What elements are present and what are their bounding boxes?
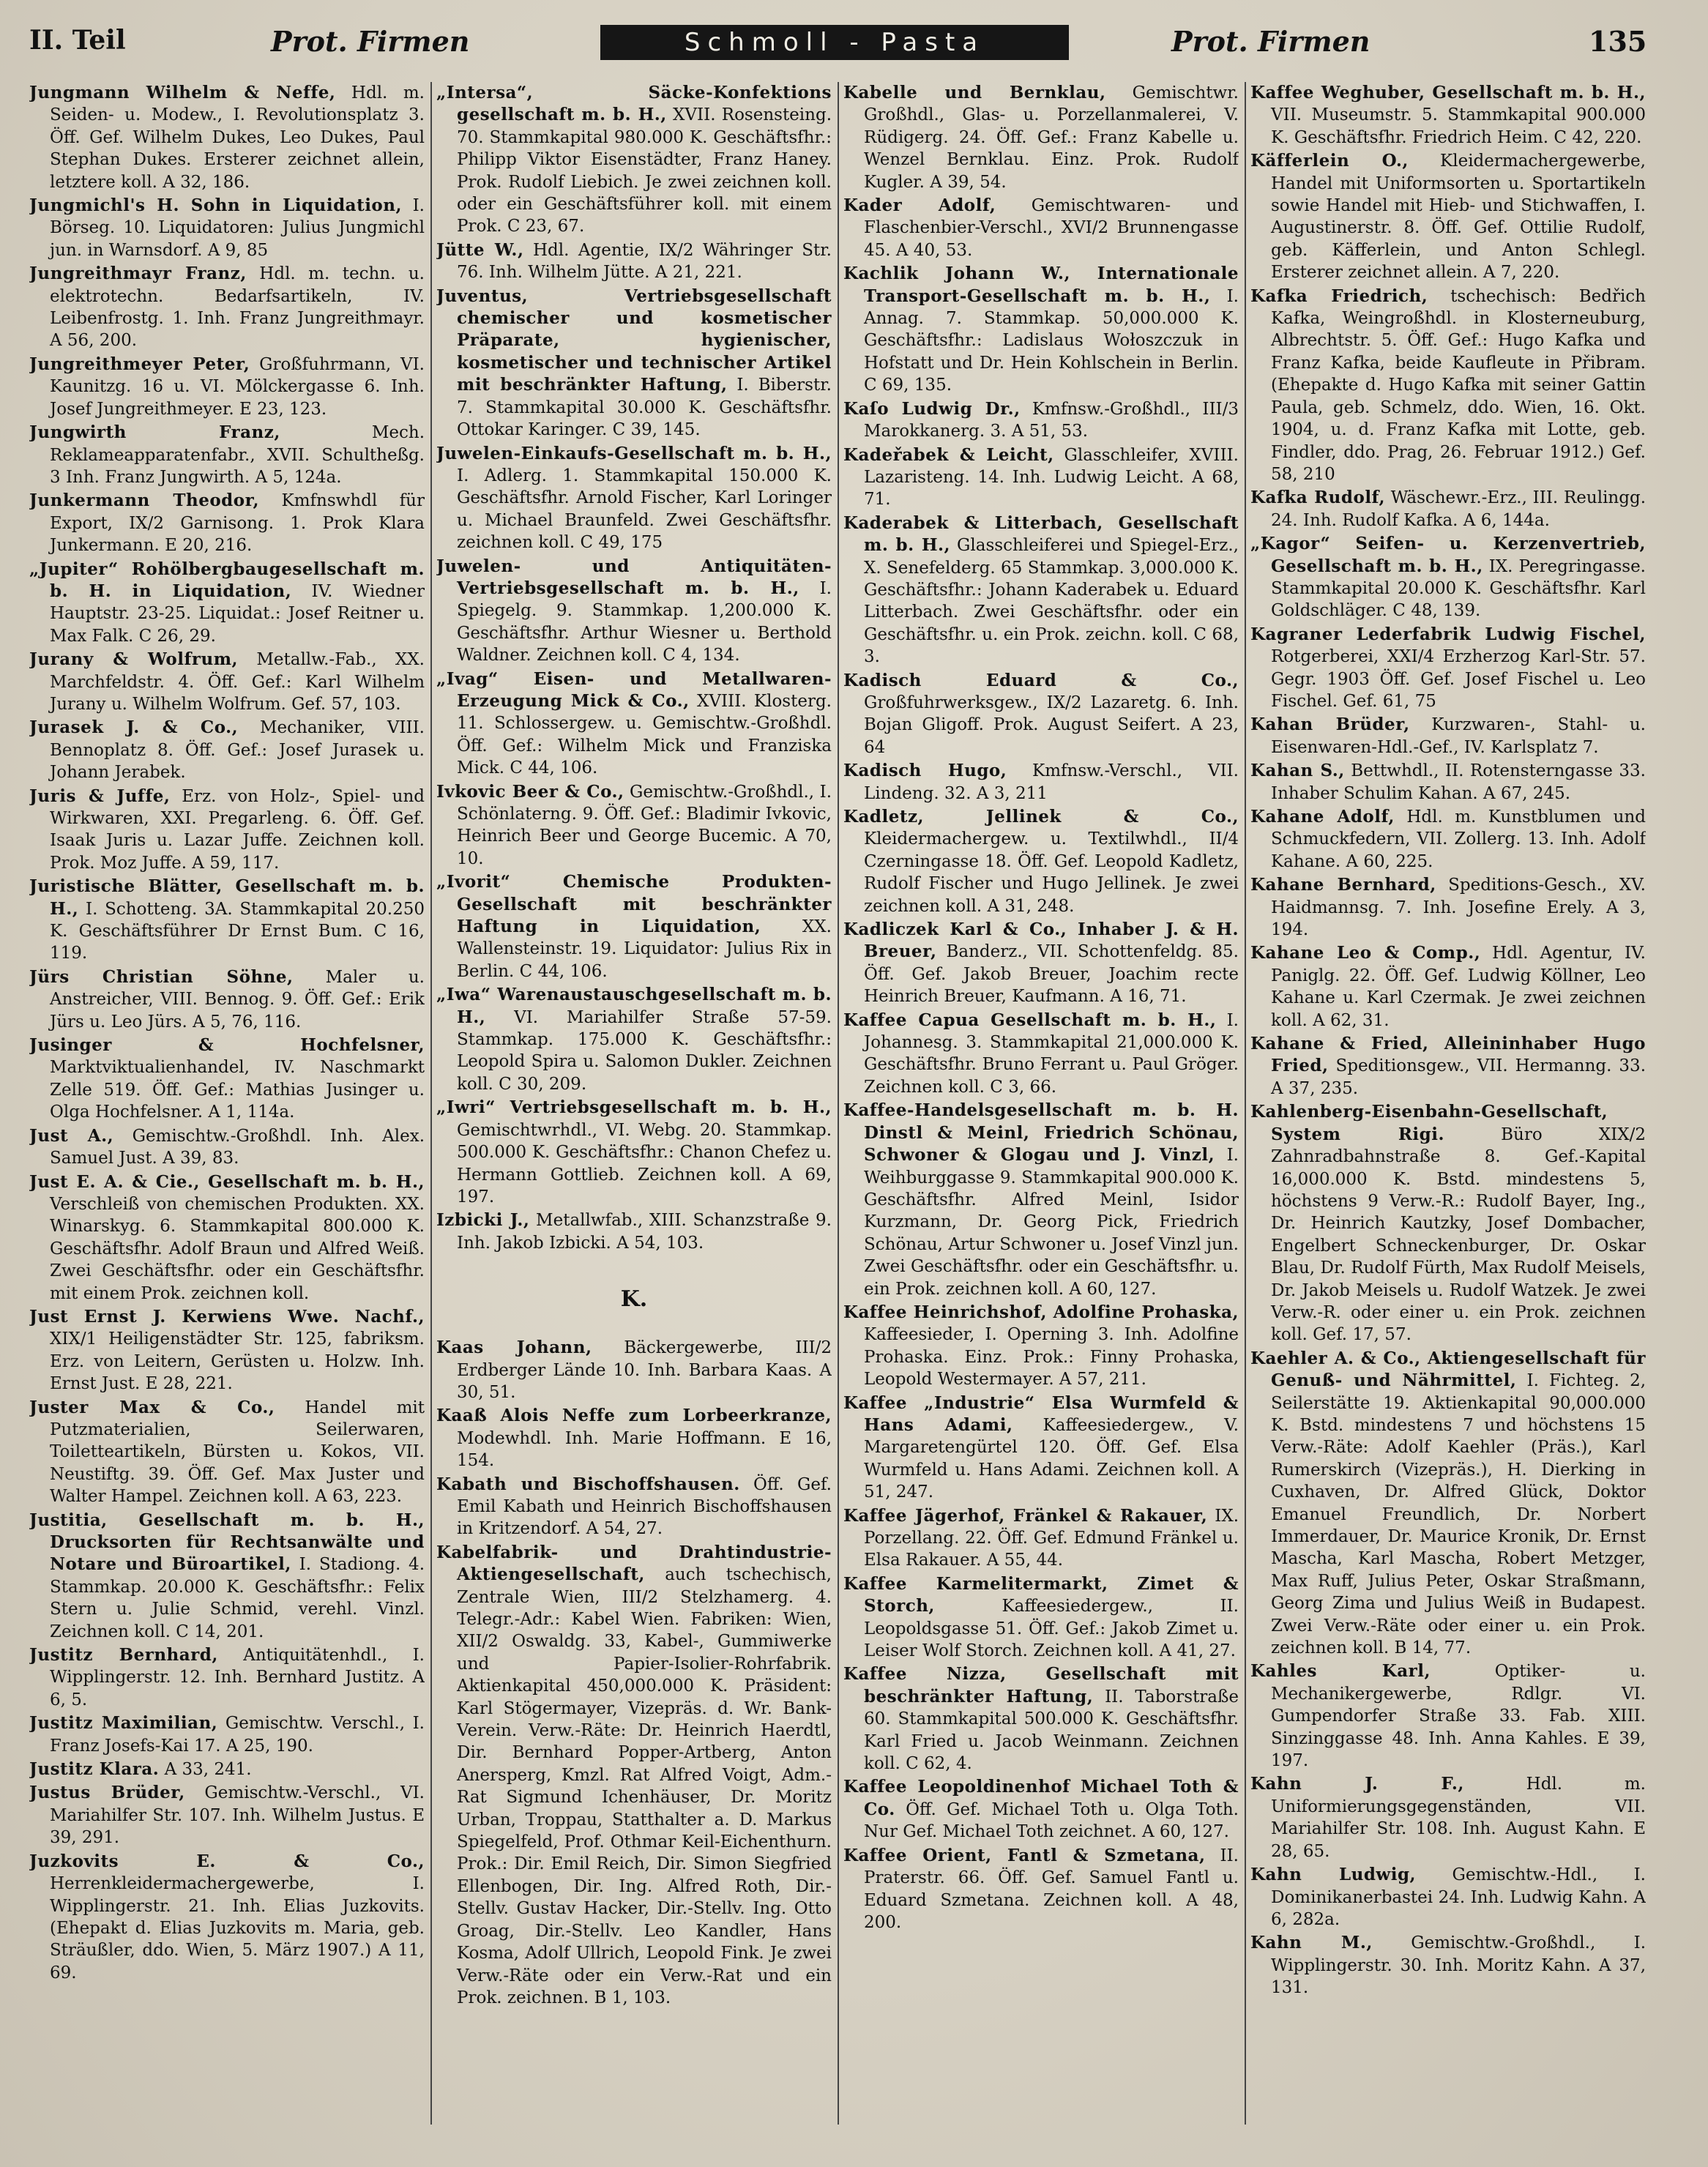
firm-name: Just Ernst J. Kerwiens Wwe. Nachf., xyxy=(29,1306,425,1327)
directory-entry xyxy=(843,1845,1239,1934)
firm-name: Justus Brüder, xyxy=(29,1783,185,1803)
firm-details: I. Weihburggasse 9. Stammkapital 900.000 K. Geschäftsfhr. Alfred Meinl, Isidor Kurzmann, Dr. Georg Pick, Friedrich Schönau, Artur Schwoner u. Josef Vinzl jun. Zwei Geschäftsfhr. oder ein Geschäftsfhr. u. ein Prok. zeichnen koll. A 60, 127. xyxy=(864,1146,1239,1299)
firm-name: „Ivag“ Eisen- und Metallwaren-Erzeugung Mick & Co., xyxy=(436,668,832,711)
firm-name: Kaffee Heinrichshof, Adolfine Prohaska, xyxy=(843,1302,1239,1322)
firm-details: Bettwhdl., II. Rotensterngasse 33. Inhaber Schulim Kahan. A 67, 245. xyxy=(1271,761,1646,803)
firm-name: „Iwri“ Vertriebsgesellschaft m. b. H., xyxy=(436,1097,832,1118)
firm-name: Kahn J. F., xyxy=(1250,1774,1464,1794)
directory-entry xyxy=(843,444,1239,511)
firm-details: Optiker- u. Mechanikergewerbe, Rdlgr. VI. Gumpendorfer Straße 33. Fab. XIII. Sinzinggasse 48. Inh. Anna Kahles. E 39, 197. xyxy=(1271,1662,1646,1771)
firm-name: Kaffee Jägerhof, Fränkel & Rakauer, xyxy=(843,1505,1208,1526)
firm-details: XVII. Rosensteing. 70. Stammkapital 980.000 K. Geschäftsfhr.: Philipp Viktor Eisenstädter, Franz Haney. Prok. Rudolf Liebich. Je zwei zeichnen koll. oder ein Geschäftsführer koll. mit einem Prok. C 23, 67. xyxy=(457,105,832,236)
firm-name: Juventus, Vertriebsgesellschaft chemischer und kosmetischer Präparate, hygienischer, kosmetischer und technischer Artikel mit beschränkter Haftung, xyxy=(436,286,832,395)
directory-entry xyxy=(843,1776,1239,1843)
firm-details: I. Johannesg. 3. Stammkapital 21,000.000 K. Geschäftsfhr. Bruno Ferrant u. Paul Gröger. Zeichnen koll. C 3, 66. xyxy=(864,1010,1239,1097)
directory-entry xyxy=(29,195,425,261)
directory-entry xyxy=(436,781,832,870)
directory-entry xyxy=(29,1125,425,1170)
firm-details: Kleidermachergewerbe, Handel mit Uniformsorten u. Sportartikeln sowie Handel mit Hieb- und Stichwaffen, I. Augustinerstr. 8. Öff. Gef. Ottilie Rudolf, geb. Käfferlein, und Anton Schlegl. Ersterer zeichnet allein. A 7, 220. xyxy=(1271,152,1646,283)
column-2 xyxy=(436,82,832,2132)
firm-name: Just E. A. & Cie., Gesellschaft m. b. H., xyxy=(29,1171,425,1192)
firm-name: Jütte W., xyxy=(436,239,524,260)
firm-details: I. Börseg. 10. Liquidatoren: Julius Jungmichl jun. in Warnsdorf. A 9, 85 xyxy=(50,196,425,260)
firm-details: Modewhdl. Inh. Marie Hoffmann. E 16, 154. xyxy=(457,1428,832,1471)
directory-entry xyxy=(29,1171,425,1305)
firm-name: Kahn Ludwig, xyxy=(1250,1865,1417,1885)
directory-entry xyxy=(1250,1773,1646,1862)
firm-name: Juristische Blätter, Gesellschaft m. b. H., xyxy=(29,876,425,919)
firm-details: Mech. Reklameapparatenfabr., XVII. Schultheßg. 3 Inh. Franz Jungwirth. A 5, 124a. xyxy=(50,423,425,487)
directory-entry xyxy=(436,984,832,1095)
firm-name: „Jupiter“ Rohölbergbaugesellschaft m. b. H. in Liquidation, xyxy=(29,559,425,601)
column-divider xyxy=(430,82,432,2125)
directory-entry xyxy=(843,1392,1239,1504)
firm-details: Speditionsgew., VII. Hermanng. 33. A 37, 235. xyxy=(1271,1056,1646,1098)
firm-name: Jurasek J. & Co., xyxy=(29,717,239,738)
firm-details: Kaffeesieder, I. Operning 3. Inh. Adolfine Prohaska. Einz. Prok.: Finny Prohaska, Leopold Westermayer. A 57, 211. xyxy=(864,1325,1239,1390)
firm-name: Käfferlein O., xyxy=(1250,151,1409,171)
advertisement-banner: Schmoll - Pasta xyxy=(600,25,1069,60)
firm-details: Hdl. m. Kunstblumen und Schmuckfedern, VII. Zollerg. 13. Inh. Adolf Kahane. A 60, 225. xyxy=(1271,808,1646,871)
page-header xyxy=(29,25,1684,61)
firm-details: Kleidermachergew. u. Textilwhdl., II/4 Czerningasse 18. Öff. Gef. Leopold Kadletz, Rudolf Fischer und Hugo Jellinek. Je zwei zeichnen koll. A 31, 248. xyxy=(864,829,1239,916)
page-number: 135 xyxy=(1589,25,1647,58)
firm-details: Metallw.-Fab., XX. Marchfeldstr. 4. Öff. Gef.: Karl Wilhelm Jurany u. Wilhelm Wolfrum. Gef. 57, 103. xyxy=(50,650,425,714)
firm-name: Kadeřabek & Leicht, xyxy=(843,444,1054,465)
directory-entry xyxy=(843,1573,1239,1663)
firm-name: Kahlenberg-Eisenbahn-Gesellschaft, System Rigi. xyxy=(1250,1102,1608,1144)
firm-details: Öff. Gef. Emil Kabath und Heinrich Bischoffshausen in Kritzendorf. A 54, 27. xyxy=(457,1474,832,1539)
firm-name: Just A., xyxy=(29,1125,114,1146)
firm-name: Juwelen-Einkaufs-Gesellschaft m. b. H., xyxy=(436,443,832,463)
firm-details: I. Schotteng. 3A. Stammkapital 20.250 K. Geschäftsführer Dr Ernst Bum. C 16, 119. xyxy=(50,899,425,963)
directory-entry xyxy=(29,82,425,193)
firm-name: Jungwirth Franz, xyxy=(29,422,280,443)
firm-name: „Ivorit“ Chemische Produkten-Gesellschaft mit beschränkter Haftung in Liquidation, xyxy=(436,872,832,937)
directory-entry xyxy=(29,1851,425,1984)
firm-details: Gemischtw.-Großhdl., I. Schönlaterng. 9. Öff. Gef.: Bladimir Ivkovic, Heinrich Beer und George Bucemic. A 70, 10. xyxy=(457,782,832,868)
column-divider xyxy=(1245,82,1246,2125)
directory-entry xyxy=(29,1712,425,1757)
directory-entry xyxy=(1250,1864,1646,1931)
firm-details: Maler u. Anstreicher, VIII. Bennog. 9. Öff. Gef.: Erik Jürs u. Leo Jürs. A 5, 76, 116. xyxy=(50,967,425,1032)
firm-details: IV. Wiedner Hauptstr. 23-25. Liquidat.: Josef Reitner u. Max Falk. C 26, 29. xyxy=(50,581,425,646)
column-1 xyxy=(29,82,425,2132)
firm-details: Gemischtwrhdl., VI. Webg. 20. Stammkap. 500.000 K. Geschäftsfhr.: Chanon Chefez u. Hermann Gottlieb. Zeichnen koll. A 69, 197. xyxy=(457,1120,832,1206)
firm-name: Kabath und Bischoffshausen. xyxy=(436,1474,740,1494)
directory-entry xyxy=(29,1034,425,1124)
directory-entry xyxy=(436,239,832,284)
directory-entry xyxy=(29,1510,425,1643)
directory-entry xyxy=(29,559,425,648)
firm-details: II. Taborstraße 60. Stammkapital 500.000 K. Geschäftsfhr. Karl Fried u. Jacob Weinmann. Zeichnen koll. C 62, 4. xyxy=(864,1687,1239,1774)
firm-details: Öff. Gef. Michael Toth u. Olga Toth. Nur Gef. Michael Toth zeichnet. A 60, 127. xyxy=(864,1799,1239,1842)
firm-details: Handel mit Putzmaterialien, Seilerwaren, Toiletteartikeln, Bürsten u. Kokos, VII. Neustiftg. 39. Öff. Gef. Max Juster und Walter Hampel. Zeichnen koll. A 63, 223. xyxy=(50,1398,425,1507)
directory-entry xyxy=(1250,150,1646,283)
firm-name: Kahane Bernhard, xyxy=(1250,875,1436,895)
directory-entry xyxy=(29,786,425,875)
directory-entry xyxy=(843,512,1239,668)
firm-details: Marktviktualienhandel, IV. Naschmarkt Zelle 519. Öff. Gef.: Mathias Jusinger u. Olga Hochfelsner. A 1, 114a. xyxy=(50,1058,425,1122)
firm-name: Juwelen- und Antiquitäten-Vertriebsgesellschaft m. b. H., xyxy=(436,556,832,598)
firm-details: XX. Wallensteinstr. 19. Liquidator: Julius Rix in Berlin. C 44, 106. xyxy=(457,917,832,981)
firm-details: Rotgerberei, XXI/4 Erzherzog Karl-Str. 57. Gegr. 1903 Öff. Gef. Josef Fischel u. Leo Fischel. Gef. 61, 75 xyxy=(1271,647,1646,711)
directory-entry xyxy=(436,1405,832,1472)
firm-details: Büro XIX/2 Zahnradbahnstraße 8. Gef.-Kapital 16,000.000 K. Bstd. mindestens 5, höchstens 9 Verw.-R.: Rudolf Bayer, Ing., Dr. Heinrich Kautzky, Josef Dombacher, Engelbert Schneckenburger, Dr. Oskar Blau, Dr. Rudolf Fürth, Max Rudolf Meisels, Dr. Jakob Meisels u. Rudolf Watzek. Je zwei Verw.-R. oder einer u. ein Prok. zeichnen koll. Gef. 17, 57. xyxy=(1271,1124,1646,1345)
directory-entry xyxy=(1250,1101,1646,1346)
directory-entry xyxy=(436,1542,832,2010)
firm-name: „Kagor“ Seifen- u. Kerzenvertrieb, Gesellschaft m. b. H., xyxy=(1250,534,1646,576)
firm-details: I. Fichteg. 2, Seilerstätte 19. Aktienkapital 90,000.000 K. Bstd. mindestens 7 und höchstens 15 Verw.-Räte: Adolf Kaehler (Präs.), Karl Rumerskirch (Vizepräs.), H. Dierking in Cuxhaven, Dr. Alfred Glück, Doktor Emanuel Freundlich, Dr. Norbert Immerdauer, Dr. Maurice Kronik, Dr. Ernst Mascha, Karl Mascha, Robert Metzger, Max Ruff, Julius Peter, Oskar Straßmann, Georg Zima und Julius Weiß in Budapest. Zwei Verw.-Räte oder einer u. ein Prok. zeichnen koll. B 14, 77. xyxy=(1271,1371,1646,1658)
firm-details: I. Adlerg. 1. Stammkapital 150.000 K. Geschäftsfhr. Arnold Fischer, Karl Loringer u. Michael Braunfeld. Zwei Geschäftsfhr. zeichnen koll. C 49, 175 xyxy=(457,466,832,553)
firm-name: Kaffee „Industrie“ Elsa Wurmfeld & Hans Adami, xyxy=(843,1392,1239,1435)
directory-entry xyxy=(436,1337,832,1403)
firm-name: Justitz Maximilian, xyxy=(29,1713,218,1734)
firm-details: Gemischtw.-Hdl., I. Dominikanerbastei 24. Inh. Ludwig Kahn. A 6, 282a. xyxy=(1271,1865,1646,1929)
firm-name: Kadletz, Jellinek & Co., xyxy=(843,807,1239,827)
firm-name: Kaderabek & Litterbach, Gesellschaft m. b. H., xyxy=(843,512,1239,556)
firm-name: Kafka Rudolf, xyxy=(1250,488,1385,508)
directory-entry xyxy=(843,919,1239,1008)
firm-details: I. Annag. 7. Stammkap. 50,000.000 K. Geschäftsfhr.: Ladislaus Wołoszczuk in Hofstatt und Dr. Hein Kohlschein in Berlin. C 69, 135. xyxy=(864,286,1239,395)
firm-details: Glasschleifer, XVIII. Lazaristeng. 14. Inh. Ludwig Leicht. A 68, 71. xyxy=(864,445,1239,510)
firm-name: Kaſo Ludwig Dr., xyxy=(843,398,1021,419)
firm-details: Gemischtwr. Großhdl., Glas- u. Porzellanmalerei, V. Rüdigerg. 24. Öff. Gef.: Franz Kabelle u. Wenzel Bernklau. Einz. Prok. Rudolf Kugler. A 39, 54. xyxy=(864,83,1239,192)
firm-name: Kaffee Nizza, Gesellschaft mit beschränkter Haftung, xyxy=(843,1664,1239,1707)
firm-name: Kahane Leo & Comp., xyxy=(1250,943,1481,963)
directory-entry xyxy=(843,760,1239,805)
firm-name: Kadisch Hugo, xyxy=(843,761,1007,781)
firm-name: Kader Adolf, xyxy=(843,195,996,216)
directory-entry xyxy=(29,1758,425,1780)
firm-details: Verschleiß von chemischen Produkten. XX. Winarskyg. 6. Stammkapital 800.000 K. Geschäftsfhr. Adolf Braun und Alfred Weiß. Zwei Geschäftsfhr. oder ein Geschäftsfhr. mit einem Prok. zeichnen koll. xyxy=(50,1194,425,1303)
directory-entry xyxy=(1250,806,1646,873)
firm-details: Metallwfab., XIII. Schanzstraße 9. Inh. Jakob Izbicki. A 54, 103. xyxy=(457,1211,832,1253)
column-divider xyxy=(838,82,839,2125)
directory-entry xyxy=(1250,533,1646,622)
part-label: II. Teil xyxy=(29,25,126,56)
section-title-right: Prot. Firmen xyxy=(1171,25,1370,58)
firm-name: Kabelfabrik- und Drahtindustrie-Aktiengesellschaft, xyxy=(436,1542,832,1585)
firm-details: Großfuhrmann, VI. Kaunitzg. 16 u. VI. Mölckergasse 6. Inh. Josef Jungreithmeyer. E 23, 123. xyxy=(50,354,425,419)
entry-columns xyxy=(29,82,1684,2132)
firm-details: Kmfnsw.-Verschl., VII. Lindeng. 32. A 3, 211 xyxy=(864,761,1239,803)
firm-name: Jungmichl's H. Sohn in Liquidation, xyxy=(29,195,403,216)
firm-name: Justitz Klara. xyxy=(29,1759,160,1780)
firm-details: Gemischtwaren- und Flaschenbier-Verschl., XVI/2 Brunnengasse 45. A 40, 53. xyxy=(864,196,1239,260)
column-3 xyxy=(843,82,1239,2132)
firm-details: Gemischtw.-Großhdl. Inh. Alex. Samuel Just. A 39, 83. xyxy=(50,1126,425,1168)
firm-details: Herrenkleidermachergewerbe, I. Wipplingerstr. 21. Inh. Elias Juzkovits. (Ehepakt d. Elias Juzkovits m. Maria, geb. Sträußler, ddo. Wien, 5. März 1907.) A 11, 69. xyxy=(50,1874,425,1983)
directory-entry xyxy=(1250,760,1646,805)
directory-entry xyxy=(1250,82,1646,149)
directory-entry xyxy=(843,195,1239,261)
directory-entry xyxy=(436,1474,832,1540)
firm-name: Kachlik Johann W., Internationale Transport-Gesellschaft m. b. H., xyxy=(843,264,1239,306)
firm-details: XVIII. Klosterg. 11. Schlossergew. u. Gemischtw.-Großhdl. Öff. Gef.: Wilhelm Mick und Franziska Mick. C 44, 106. xyxy=(457,691,832,778)
directory-entry xyxy=(843,806,1239,917)
firm-details: XIX/1 Heiligenstädter Str. 125, fabriksm. Erz. von Leitern, Gerüsten u. Holzw. Inh. Ernst Just. E 28, 221. xyxy=(50,1329,425,1394)
firm-details: Gemischtw.-Verschl., VI. Mariahilfer Str. 107. Inh. Wilhelm Justus. E 39, 291. xyxy=(50,1783,425,1848)
firm-details: Kaffeesiedergew., II. Leopoldsgasse 51. Öff. Gef.: Jakob Zimet u. Leiser Wolf Storch. Zeichnen koll. A 41, 27. xyxy=(864,1597,1239,1661)
firm-name: Justitia, Gesellschaft m. b. H., Drucksorten für Rechtsanwälte und Notare und Büroartikel, xyxy=(29,1510,425,1575)
firm-details: A 33, 241. xyxy=(159,1760,252,1780)
directory-entry xyxy=(436,82,832,238)
firm-details: tschechisch: Bedřich Kafka, Weingroßhdl. in Klosterneuburg, Albrechtstr. 5. Öff. Gef.: Hugo Kafka und Franz Kafka, beide Kaufleute in Přibram. (Ehepakte d. Hugo Kafka mit seiner Gattin Paula, geb. Schmelz, ddo. Wien, 16. Okt. 1904, u. d. Franz Kafka mit Lotte, geb. Findler, ddo. Prag, 26. Februar 1912.) Gef. 58, 210 xyxy=(1271,286,1646,484)
firm-details: VI. Mariahilfer Straße 57-59. Stammkap. 175.000 K. Geschäftsfhr.: Leopold Spira u. Salomon Dukler. Zeichnen koll. C 30, 209. xyxy=(457,1007,832,1094)
firm-details: Speditions-Gesch., XV. Haidmannsg. 7. Inh. Josefine Erely. A 3, 194. xyxy=(1271,876,1646,940)
directory-entry xyxy=(1250,942,1646,1032)
firm-name: Juris & Juffe, xyxy=(29,786,171,806)
directory-entry xyxy=(29,1306,425,1395)
directory-entry xyxy=(436,1209,832,1254)
firm-name: Kaehler A. & Co., Aktiengesellschaft für Genuß- und Nährmittel, xyxy=(1250,1348,1646,1391)
directory-entry xyxy=(29,966,425,1033)
directory-entry xyxy=(29,263,425,352)
directory-entry xyxy=(843,670,1239,759)
directory-entry xyxy=(843,398,1239,443)
firm-name: Jusinger & Hochfelsner, xyxy=(29,1035,425,1056)
directory-entry xyxy=(843,1663,1239,1775)
firm-name: Jurany & Wolfrum, xyxy=(29,649,239,670)
directory-entry xyxy=(29,876,425,965)
directory-entry xyxy=(843,1302,1239,1391)
firm-name: Jungreithmeyer Peter, xyxy=(29,354,250,374)
directory-entry xyxy=(843,1010,1239,1099)
directory-entry xyxy=(1250,874,1646,941)
directory-entry xyxy=(1250,1033,1646,1100)
directory-entry xyxy=(29,649,425,715)
firm-name: Juzkovits E. & Co., xyxy=(29,1851,425,1871)
firm-details: Hdl. Agentie, IX/2 Währinger Str. 76. Inh. Wilhelm Jütte. A 21, 221. xyxy=(457,240,832,283)
firm-name: Kahn M., xyxy=(1250,1933,1373,1953)
directory-entry xyxy=(436,286,832,441)
firm-details: Hdl. Agentur, IV. Paniglg. 22. Öff. Gef. Ludwig Köllner, Leo Kahane u. Karl Czermak. Je zwei zeichnen koll. A 62, 31. xyxy=(1271,944,1646,1030)
firm-name: „Intersa“, Säcke-Konfektions gesellschaft m. b. H., xyxy=(436,83,832,125)
directory-entry xyxy=(843,82,1239,193)
firm-name: Justitz Bernhard, xyxy=(29,1645,218,1666)
firm-name: Kaffee Weghuber, Gesellschaft m. b. H., xyxy=(1250,83,1646,102)
firm-details: Kmfnsw.-Großhdl., III/3 Marokkanerg. 3. A 51, 53. xyxy=(864,399,1239,441)
directory-entry xyxy=(29,1644,425,1711)
firm-details: I. Spiegelg. 9. Stammkap. 1,200.000 K. Geschäftsfhr. Arthur Wiesner u. Berthold Waldner. Zeichnen koll. C 4, 134. xyxy=(457,578,832,665)
firm-name: Kaffee Karmelitermarkt, Zimet & Storch, xyxy=(843,1573,1239,1616)
firm-name: Izbicki J., xyxy=(436,1210,530,1231)
directory-entry xyxy=(843,263,1239,396)
directory-entry xyxy=(436,871,832,982)
firm-details: Erz. von Holz-, Spiel- und Wirkwaren, XXI. Pregarleng. 6. Öff. Gef. Isaak Juris u. Lazar Juffe. Zeichnen koll. Prok. Moz Juffe. A 59, 117. xyxy=(50,786,425,873)
firm-name: Jürs Christian Söhne, xyxy=(29,966,294,987)
firm-name: Juster Max & Co., xyxy=(29,1397,275,1417)
firm-name: Kaas Johann, xyxy=(436,1338,592,1358)
firm-details: Hdl. m. Seiden- u. Modew., I. Revolutionsplatz 3. Öff. Gef. Wilhelm Dukes, Leo Dukes, Paul Stephan Dukes. Ersterer zeichnet allein, letztere koll. A 32, 186. xyxy=(50,83,425,192)
firm-name: Jungmann Wilhelm & Neffe, xyxy=(29,83,336,102)
firm-name: Kahane Adolf, xyxy=(1250,807,1395,827)
firm-name: Kahles Karl, xyxy=(1250,1661,1431,1682)
directory-entry xyxy=(29,490,425,556)
firm-name: Kaffee Capua Gesellschaft m. b. H., xyxy=(843,1010,1217,1030)
directory-entry xyxy=(843,1505,1239,1572)
directory-entry xyxy=(29,1782,425,1849)
firm-details: Kurzwaren-, Stahl- u. Eisenwaren-Hdl.-Gef., IV. Karlsplatz 7. xyxy=(1271,715,1646,757)
directory-entry xyxy=(29,422,425,488)
column-4 xyxy=(1250,82,1646,2132)
firm-name: Kahane & Fried, Alleininhaber Hugo Fried, xyxy=(1250,1034,1646,1076)
directory-entry xyxy=(1250,286,1646,486)
firm-name: Kaaß Alois Neffe zum Lorbeerkranze, xyxy=(436,1406,832,1426)
firm-name: Kafka Friedrich, xyxy=(1250,286,1428,306)
firm-name: „Iwa“ Warenaustauschgesellschaft m. b. H., xyxy=(436,985,832,1027)
firm-name: Kaffee-Handelsgesellschaft m. b. H. Dinstl & Meinl, Friedrich Schönau, Schwoner & Glogau und J. Vinzl, xyxy=(843,1100,1239,1165)
directory-entry xyxy=(29,1397,425,1508)
directory-entry xyxy=(436,668,832,780)
firm-name: Kabelle und Bernklau, xyxy=(843,83,1106,102)
directory-entry xyxy=(436,443,832,554)
directory-entry xyxy=(1250,714,1646,758)
firm-name: Kagraner Lederfabrik Ludwig Fischel, xyxy=(1250,624,1646,644)
firm-details: Kaffeesiedergew., V. Margaretengürtel 120. Öff. Gef. Elsa Wurmfeld u. Hans Adami. Zeichnen koll. A 51, 247. xyxy=(864,1415,1239,1502)
firm-details: Hdl. m. Uniformierungsgegenständen, VII. Mariahilfer Str. 108. Inh. August Kahn. E 28, 65. xyxy=(1271,1775,1646,1861)
directory-entry xyxy=(436,1097,832,1208)
firm-details: I. Stadiong. 4. Stammkap. 20.000 K. Geschäftsfhr.: Felix Stern u. Julie Schmid, verehl. Vinzl. Zeichnen koll. C 14, 201. xyxy=(50,1555,425,1641)
firm-details: Kmfnswhdl für Export, IX/2 Garnisong. 1. Prok Klara Junkermann. E 20, 216. xyxy=(50,491,425,556)
firm-details: II. Praterstr. 66. Öff. Gef. Samuel Fantl u. Eduard Szmetana. Zeichnen koll. A 48, 200. xyxy=(864,1846,1239,1932)
firm-name: Junkermann Theodor, xyxy=(29,491,260,511)
firm-name: Kahan S., xyxy=(1250,761,1345,781)
firm-details: Glasschleiferei und Spiegel-Erz., X. Senefelderg. 65 Stammkap. 3,000.000 K. Geschäftsfhr.: Johann Kaderabek u. Eduard Litterbach. Zwei Geschäftsfhr. oder ein Geschäftsfhr. u. ein Prok. zeichn. koll. C 68, 3. xyxy=(864,536,1239,667)
firm-name: Kaffee Leopoldinenhof Michael Toth & Co. xyxy=(843,1777,1239,1819)
firm-name: Kadisch Eduard & Co., xyxy=(843,670,1239,690)
firm-details: VII. Museumstr. 5. Stammkapital 900.000 K. Geschäftsfhr. Friedrich Heim. C 42, 220. xyxy=(1271,105,1646,147)
firm-details: Bäckergewerbe, III/2 Erdberger Lände 10. Inh. Barbara Kaas. A 30, 51. xyxy=(457,1338,832,1402)
directory-entry xyxy=(1250,487,1646,532)
firm-name: Kahan Brüder, xyxy=(1250,715,1410,735)
firm-details: Antiquitätenhdl., I. Wipplingerstr. 12. Inh. Bernhard Justitz. A 6, 5. xyxy=(50,1646,425,1709)
firm-name: Jungreithmayr Franz, xyxy=(29,264,247,284)
firm-details: Gemischtw. Verschl., I. Franz Josefs-Kai 17. A 25, 190. xyxy=(50,1714,425,1756)
directory-entry xyxy=(1250,624,1646,713)
firm-details: Gemischtw.-Großhdl., I. Wipplingerstr. 30. Inh. Moritz Kahn. A 37, 131. xyxy=(1271,1933,1646,1998)
directory-entry xyxy=(29,354,425,420)
directory-entry xyxy=(843,1100,1239,1300)
firm-details: IX. Peregringasse. Stammkapital 20.000 K. Geschäftsfhr. Karl Goldschläger. C 48, 139. xyxy=(1271,556,1646,621)
firm-name: Kadliczek Karl & Co., Inhaber J. & H. Breuer, xyxy=(843,920,1239,962)
directory-entry xyxy=(1250,1348,1646,1660)
section-letter-heading: K. xyxy=(620,1286,648,1313)
firm-details: auch tschechisch, Zentrale Wien, III/2 Stelzhamerg. 4. Telegr.-Adr.: Kabel Wien. Fabriken: Wien, XII/2 Oswaldg. 33, Kabel-, Gummiwerke und Papier-Isolier-Rohrfabrik. Aktienkapital 450,000.000 K. Präsident: Karl Stögermayer, Vizepräs. d. Wr. Bank-Verein. Verw.-Räte: Dr. Heinrich Haerdtl, Dir. Bernhard Popper-Artberg, Anton Anersperg, Kmzl. Rat Alfred Voigt, Adm.-Rat Sigmund Ichenhäuser, Dr. Moritz Urban, Troppau, Statthalter a. D. Markus Spiegelfeld, Prof. Othmar Keil-Eichenthurn. Prok.: Dir. Emil Reich, Dir. Simon Siegfried Ellenbogen, Dir. Ing. Alfred Roth, Dir.-Stellv. Gustav Hacker, Dir.-Stellv. Ing. Otto Groag, Dir.-Stellv. Leo Kandler, Hans Kosma, Adolf Ullrich, Leopold Fink. Je zwei Verw.-Räte oder ein Verw.-Rat und ein Prok. zeichnen. B 1, 103. xyxy=(457,1565,832,2007)
firm-details: Mechaniker, VIII. Bennoplatz 8. Öff. Gef.: Josef Jurasek u. Johann Jerabek. xyxy=(50,718,425,783)
directory-entry xyxy=(1250,1660,1646,1772)
directory-entry xyxy=(29,717,425,783)
firm-details: I. Biberstr. 7. Stammkapital 30.000 K. Geschäftsfhr. Ottokar Karinger. C 39, 145. xyxy=(457,376,832,440)
firm-details: IX. Porzellang. 22. Öff. Gef. Edmund Fränkel u. Elsa Rakauer. A 55, 44. xyxy=(864,1506,1239,1570)
firm-details: Wäschewr.-Erz., III. Reulingg. 24. Inh. Rudolf Kafka. A 6, 144a. xyxy=(1271,488,1646,530)
directory-entry xyxy=(1250,1932,1646,1999)
firm-name: Ivkovic Beer & Co., xyxy=(436,781,624,802)
firm-details: Banderz., VII. Schottenfeldg. 85. Öff. Gef. Jakob Breuer, Joachim recte Heinrich Breuer, Kaufmann. A 16, 71. xyxy=(864,942,1239,1007)
firm-details: Hdl. m. techn. u. elektrotechn. Bedarfsartikeln, IV. Leibenfrostg. 1. Inh. Franz Jungreithmayr. A 56, 200. xyxy=(50,264,425,351)
firm-details: Großfuhrwerksgew., IX/2 Lazaretg. 6. Inh. Bojan Gligoff. Prok. August Seifert. A 23, 64 xyxy=(864,693,1239,757)
firm-name: Kaffee Orient, Fantl & Szmetana, xyxy=(843,1845,1206,1865)
directory-entry xyxy=(436,556,832,667)
section-title-left: Prot. Firmen xyxy=(271,25,470,58)
